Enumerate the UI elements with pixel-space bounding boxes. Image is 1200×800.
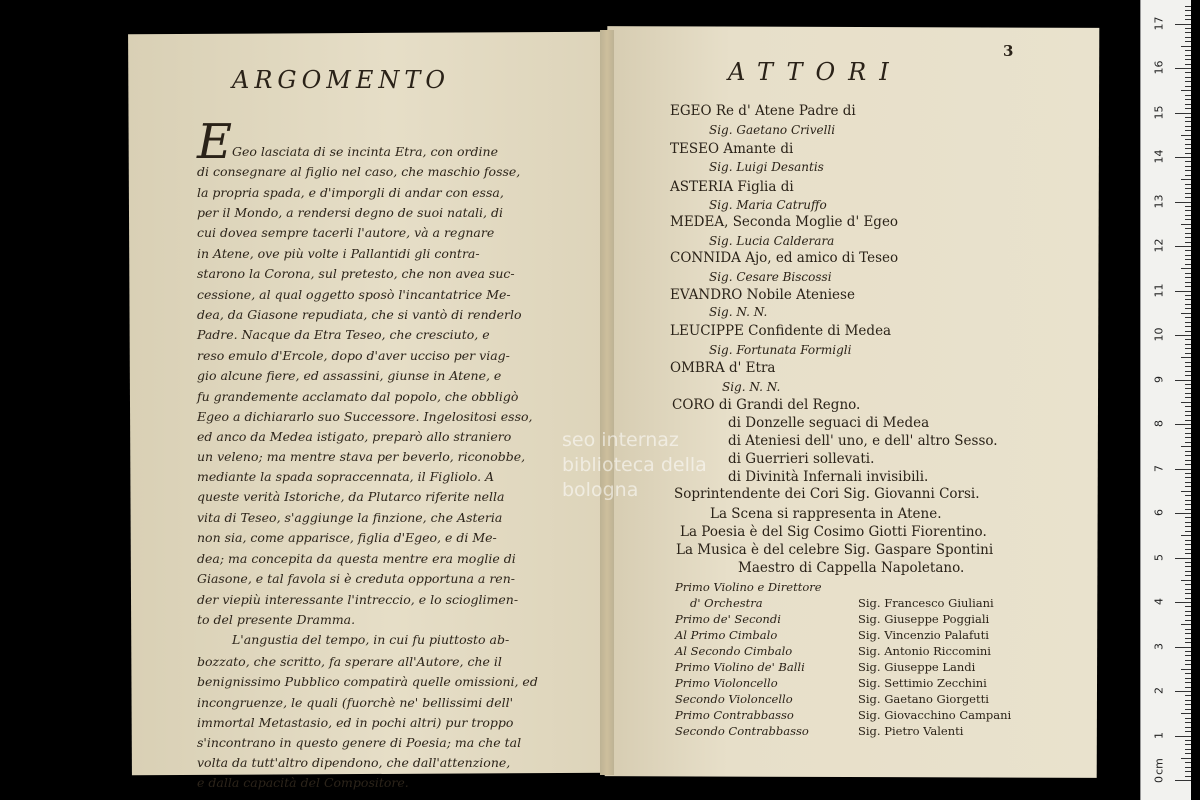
ruler-tick — [1185, 460, 1191, 461]
ruler-tick — [1181, 402, 1191, 403]
orchestra-role: Al Secondo Cimbalo — [675, 644, 793, 658]
ruler-tick — [1185, 317, 1191, 318]
ruler-tick — [1185, 700, 1191, 701]
ruler-tick — [1181, 446, 1191, 447]
ruler-tick — [1185, 767, 1191, 768]
ruler-tick — [1185, 255, 1191, 256]
ruler-tick — [1185, 638, 1191, 639]
ruler-label: 9 — [1152, 375, 1166, 383]
ruler-tick — [1185, 553, 1191, 554]
ruler-tick — [1185, 228, 1191, 229]
ruler-tick — [1185, 442, 1191, 443]
ruler-tick — [1185, 10, 1191, 11]
ruler-tick — [1185, 517, 1191, 518]
ruler-tick — [1185, 215, 1191, 216]
ruler-label: 4 — [1152, 598, 1166, 605]
ruler-tick — [1185, 495, 1191, 496]
orchestra-header: Primo Violino e Direttore — [675, 580, 822, 594]
ruler-tick — [1175, 291, 1191, 292]
argomento-line: dea; ma concepita da questa mentre era moglie di — [197, 551, 516, 566]
ruler-tick — [1175, 602, 1191, 603]
watermark-line: seo internaz — [562, 429, 679, 451]
ruler-tick — [1185, 660, 1191, 661]
ruler-label: 11 — [1152, 283, 1166, 297]
ruler-tick — [1185, 77, 1191, 78]
argomento-line: non sia, come apparisce, figlia d'Egeo, e di Me- — [197, 530, 497, 545]
ruler-tick — [1185, 695, 1191, 696]
watermark — [562, 428, 707, 503]
ruler-tick — [1185, 526, 1191, 527]
ruler-tick — [1185, 295, 1191, 296]
orchestra-name: Sig. Settimio Zecchini — [858, 676, 987, 690]
ruler-tick — [1185, 771, 1191, 772]
ruler-tick — [1185, 371, 1191, 372]
ruler-tick — [1185, 6, 1191, 7]
argomento-line: cui dovea sempre tacerli l'autore, và a regnare — [197, 225, 495, 240]
ruler-tick — [1185, 611, 1191, 612]
credit-line: Soprintendente dei Cori Sig. Giovanni Corsi. — [674, 486, 980, 502]
ruler-tick — [1185, 762, 1191, 763]
ruler-tick — [1185, 308, 1191, 309]
ruler-tick — [1185, 19, 1191, 20]
cast-role: MEDEA, Seconda Moglie d' Egeo — [670, 214, 899, 230]
ruler-tick — [1185, 210, 1191, 211]
ruler-tick — [1185, 170, 1191, 171]
ruler-tick — [1185, 175, 1191, 176]
ruler-tick — [1185, 704, 1191, 705]
ruler-label: 14 — [1152, 149, 1166, 164]
ruler-tick — [1185, 15, 1191, 16]
ruler-tick — [1185, 584, 1191, 585]
ruler-tick — [1185, 384, 1191, 385]
ruler-tick — [1185, 486, 1191, 487]
ruler-tick — [1185, 411, 1191, 412]
orchestra-role: Secondo Violoncello — [675, 692, 793, 706]
ruler-tick — [1175, 558, 1191, 559]
cast-role: EGEO Re d' Atene Padre di — [670, 103, 856, 119]
ruler-tick — [1175, 469, 1191, 470]
ruler-tick — [1185, 259, 1191, 260]
ruler-tick — [1175, 691, 1191, 692]
ruler-tick — [1185, 59, 1191, 60]
cast-singer: Sig. Gaetano Crivelli — [709, 123, 836, 137]
ruler-tick — [1185, 184, 1191, 185]
orchestra-header: d' Orchestra — [690, 596, 763, 610]
ruler-tick — [1185, 144, 1191, 145]
cast-singer: Sig. N. N. — [722, 380, 781, 394]
ruler-tick — [1185, 504, 1191, 505]
ruler-tick — [1185, 55, 1191, 56]
ruler-tick — [1185, 81, 1191, 82]
ruler-tick — [1175, 736, 1191, 737]
ruler-label: 6 — [1152, 509, 1166, 516]
ruler-tick — [1185, 130, 1191, 131]
ruler-tick — [1185, 353, 1191, 354]
ruler-tick — [1185, 41, 1191, 42]
ruler-label: 0 — [1152, 776, 1166, 783]
ruler-tick — [1185, 99, 1191, 100]
argomento-line: vita di Teseo, s'aggiunge la finzione, che Asteria — [197, 510, 503, 525]
orchestra-name: Sig. Vincenzio Palafuti — [858, 628, 989, 642]
argomento-line: fu grandemente acclamato dal popolo, che obbligò — [197, 389, 519, 404]
ruler-tick — [1185, 606, 1191, 607]
ruler-tick — [1181, 491, 1191, 492]
ruler-tick — [1185, 242, 1191, 243]
ruler-tick — [1185, 749, 1191, 750]
argomento-line: Giasone, e tal favola si è creduta opportuna a ren- — [197, 571, 515, 586]
ruler-tick — [1185, 571, 1191, 572]
ruler-tick — [1175, 68, 1191, 69]
ruler-label: 13 — [1152, 194, 1166, 208]
ruler-tick — [1185, 277, 1191, 278]
ruler-tick — [1181, 135, 1191, 136]
ruler-tick — [1185, 193, 1191, 194]
orchestra-name: Sig. Giovacchino Campani — [858, 708, 1012, 722]
watermark-line: bologna — [562, 479, 639, 501]
argomento-line: benignissimo Pubblico compatirà quelle omissioni, ed — [197, 674, 538, 689]
ruler-tick — [1185, 344, 1191, 345]
ruler-tick — [1185, 362, 1191, 363]
ruler-tick — [1185, 28, 1191, 29]
ruler-tick — [1185, 32, 1191, 33]
ruler-tick — [1185, 148, 1191, 149]
ruler-tick — [1185, 482, 1191, 483]
ruler-tick — [1185, 206, 1191, 207]
ruler-tick — [1181, 46, 1191, 47]
orchestra-role: Primo Violoncello — [675, 676, 778, 690]
ruler-tick — [1185, 718, 1191, 719]
right-page-title: ATTORI — [728, 58, 902, 86]
ruler-tick — [1181, 713, 1191, 714]
orchestra-name: Sig. Francesco Giuliani — [858, 596, 994, 610]
ruler-tick — [1175, 424, 1191, 425]
credit-line: La Poesia è del Sig Cosimo Giotti Fiorentino. — [680, 524, 987, 540]
argomento-line: L'angustia del tempo, in cui fu piuttosto ab- — [232, 632, 510, 647]
ruler-tick — [1185, 566, 1191, 567]
ruler-tick — [1185, 731, 1191, 732]
ruler-tick — [1185, 264, 1191, 265]
argomento-line: Geo lasciata di se incinta Etra, con ordine — [232, 144, 498, 159]
ruler-tick — [1185, 776, 1191, 777]
ruler-label: 8 — [1152, 420, 1166, 427]
ruler-tick — [1185, 428, 1191, 429]
cast-singer: Sig. N. N. — [709, 305, 768, 319]
ruler-tick — [1185, 549, 1191, 550]
ruler-tick — [1185, 540, 1191, 541]
orchestra-name: Sig. Giuseppe Landi — [858, 660, 976, 674]
ruler-tick — [1181, 624, 1191, 625]
argomento-line: gio alcune fiere, ed assassini, giunse in Atene, e — [197, 368, 502, 383]
credit-line: La Musica è del celebre Sig. Gaspare Spontini — [676, 542, 994, 558]
ruler-tick — [1175, 335, 1191, 336]
ruler-tick — [1185, 50, 1191, 51]
coro-line: di Ateniesi dell' uno, e dell' altro Sesso. — [728, 433, 998, 449]
coro-line: di Divinità Infernali invisibili. — [728, 469, 929, 485]
ruler-tick — [1185, 473, 1191, 474]
cast-role: CONNIDA Ajo, ed amico di Teseo — [670, 250, 899, 266]
ruler-tick — [1185, 126, 1191, 127]
argomento-line: di consegnare al figlio nel caso, che maschio fosse, — [197, 164, 521, 179]
ruler-tick — [1185, 72, 1191, 73]
ruler-unit: cm — [1152, 758, 1166, 775]
ruler-tick — [1185, 86, 1191, 87]
ruler-tick — [1175, 202, 1191, 203]
ruler-label: 16 — [1152, 60, 1166, 75]
ruler-tick — [1185, 451, 1191, 452]
ruler-tick — [1185, 722, 1191, 723]
ruler-tick — [1185, 651, 1191, 652]
orchestra-role: Primo de' Secondi — [675, 612, 781, 626]
argomento-line: starono la Corona, sul pretesto, che non avea suc- — [197, 266, 515, 281]
ruler-tick — [1185, 531, 1191, 532]
ruler-tick — [1185, 589, 1191, 590]
orchestra-name: Sig. Antonio Riccomini — [858, 644, 991, 658]
argomento-line: e dalla capacità del Compositore. — [197, 775, 409, 790]
ruler-tick — [1185, 744, 1191, 745]
drop-cap: E — [197, 114, 233, 170]
ruler-tick — [1185, 250, 1191, 251]
ruler-tick — [1185, 388, 1191, 389]
ruler-label: 17 — [1152, 16, 1166, 30]
ruler-tick — [1185, 753, 1191, 754]
ruler-tick — [1181, 535, 1191, 536]
ruler-tick — [1185, 420, 1191, 421]
coro-line: di Guerrieri sollevati. — [728, 451, 875, 467]
ruler-tick — [1175, 380, 1191, 381]
ruler-tick — [1185, 678, 1191, 679]
ruler-tick — [1185, 464, 1191, 465]
ruler-tick — [1185, 117, 1191, 118]
ruler-tick — [1185, 620, 1191, 621]
ruler-label: 12 — [1152, 238, 1166, 253]
orchestra-name: Sig. Giuseppe Poggiali — [858, 612, 990, 626]
orchestra-name: Sig. Pietro Valenti — [858, 724, 964, 738]
cast-singer: Sig. Fortunata Formigli — [709, 343, 852, 357]
ruler-tick — [1185, 153, 1191, 154]
ruler-tick — [1185, 286, 1191, 287]
ruler-tick — [1185, 397, 1191, 398]
ruler-tick — [1185, 642, 1191, 643]
ruler-tick — [1185, 282, 1191, 283]
credit-line: Maestro di Cappella Napoletano. — [738, 560, 965, 576]
ruler-tick — [1185, 673, 1191, 674]
argomento-line: mediante la spada sopraccennata, il Figliolo. A — [197, 469, 495, 484]
ruler-tick — [1181, 224, 1191, 225]
ruler-tick — [1185, 108, 1191, 109]
ruler-tick — [1185, 366, 1191, 367]
ruler-tick — [1181, 179, 1191, 180]
ruler-tick — [1185, 326, 1191, 327]
argomento-line: incongruenze, le quali (fuorchè ne' bellissimi dell' — [197, 695, 514, 710]
page-number: 3 — [1003, 42, 1014, 60]
measurement-ruler — [1140, 0, 1191, 800]
argomento-line: der viepiù interessante l'intreccio, e lo scioglimen- — [197, 592, 519, 607]
ruler-tick — [1181, 90, 1191, 91]
ruler-tick — [1185, 95, 1191, 96]
cast-singer: Sig. Maria Catruffo — [709, 198, 827, 212]
ruler-tick — [1175, 780, 1191, 781]
ruler-label: 5 — [1152, 553, 1166, 561]
argomento-line: reso emulo d'Ercole, dopo d'aver ucciso per viag- — [197, 348, 510, 363]
ruler-tick — [1185, 437, 1191, 438]
ruler-tick — [1185, 188, 1191, 189]
orchestra-role: Primo Violino de' Balli — [675, 660, 805, 674]
argomento-line: volta da tutt'altro dipendono, che dall'attenzione, — [197, 755, 511, 770]
ruler-tick — [1185, 629, 1191, 630]
ruler-tick — [1185, 664, 1191, 665]
argomento-line: dea, da Giasone repudiata, che si vantò di renderlo — [197, 307, 522, 322]
argomento-line: cessione, al qual oggetto sposò l'incantatrice Me- — [197, 287, 511, 302]
argomento-line: in Atene, ove più volte i Pallantidi gli contra- — [197, 246, 480, 261]
ruler-tick — [1185, 393, 1191, 394]
argomento-line: Egeo a dichiararlo suo Successore. Ingelositosi esso, — [197, 409, 533, 424]
argomento-line: ed anco da Medea istigato, preparò allo straniero — [197, 429, 512, 444]
ruler-tick — [1185, 522, 1191, 523]
cast-singer: Sig. Luigi Desantis — [709, 160, 824, 174]
ruler-label: 15 — [1152, 105, 1166, 119]
argomento-line: queste verità Istoriche, da Plutarco riferite nella — [197, 489, 505, 504]
ruler-tick — [1185, 121, 1191, 122]
orchestra-role: Al Primo Cimbalo — [675, 628, 778, 642]
ruler-tick — [1185, 219, 1191, 220]
ruler-label: 10 — [1152, 327, 1166, 342]
argomento-line: la propria spada, e d'imporgli di andar con essa, — [197, 185, 504, 200]
ruler-tick — [1181, 580, 1191, 581]
ruler-tick — [1181, 268, 1191, 269]
ruler-tick — [1185, 615, 1191, 616]
argomento-line: immortal Metastasio, ed in pochi altri) pur troppo — [197, 715, 514, 730]
watermark-line: biblioteca della — [562, 454, 707, 476]
ruler-tick — [1185, 166, 1191, 167]
ruler-tick — [1185, 64, 1191, 65]
cast-singer: Sig. Lucia Calderara — [709, 234, 835, 248]
ruler-tick — [1185, 633, 1191, 634]
ruler-tick — [1181, 669, 1191, 670]
ruler-tick — [1185, 375, 1191, 376]
ruler-label: 3 — [1152, 642, 1166, 650]
cast-role: LEUCIPPE Confidente di Medea — [670, 323, 892, 339]
ruler-tick — [1185, 740, 1191, 741]
ruler-tick — [1185, 433, 1191, 434]
ruler-tick — [1185, 339, 1191, 340]
credit-line: La Scena si rappresenta in Atene. — [710, 506, 942, 522]
ruler-tick — [1181, 357, 1191, 358]
ruler-tick — [1175, 157, 1191, 158]
ruler-tick — [1185, 544, 1191, 545]
cast-role: EVANDRO Nobile Ateniese — [670, 287, 855, 303]
ruler-tick — [1185, 477, 1191, 478]
argomento-line: s'incontrano in questo genere di Poesia; ma che tal — [197, 735, 522, 750]
argomento-line: Padre. Nacque da Etra Teseo, che cresciuto, e — [197, 327, 490, 342]
ruler-tick — [1175, 113, 1191, 114]
ruler-tick — [1185, 415, 1191, 416]
ruler-tick — [1185, 348, 1191, 349]
ruler-tick — [1185, 37, 1191, 38]
ruler-tick — [1175, 246, 1191, 247]
ruler-tick — [1185, 509, 1191, 510]
ruler-tick — [1185, 237, 1191, 238]
orchestra-name: Sig. Gaetano Giorgetti — [858, 692, 989, 706]
orchestra-role: Primo Contrabbasso — [675, 708, 794, 722]
left-page-title: ARGOMENTO — [232, 66, 451, 94]
ruler-tick — [1185, 562, 1191, 563]
ruler-tick — [1185, 273, 1191, 274]
ruler-tick — [1185, 709, 1191, 710]
ruler-tick — [1185, 104, 1191, 105]
argomento-line: un veleno; ma mentre stava per beverlo, riconobbe, — [197, 449, 526, 464]
ruler-tick — [1185, 575, 1191, 576]
ruler-tick — [1185, 161, 1191, 162]
argomento-line: per il Mondo, a rendersi degno de suoi natali, di — [197, 205, 503, 220]
ruler-label: 1 — [1152, 731, 1166, 739]
ruler-tick — [1175, 24, 1191, 25]
coro-line: CORO di Grandi del Regno. — [672, 397, 861, 413]
argomento-line: bozzato, che scritto, fa sperare all'Autore, che il — [197, 654, 502, 669]
ruler-tick — [1185, 322, 1191, 323]
ruler-tick — [1185, 687, 1191, 688]
ruler-tick — [1185, 233, 1191, 234]
coro-line: di Donzelle seguaci di Medea — [728, 415, 930, 431]
cast-role: OMBRA d' Etra — [670, 360, 776, 376]
ruler-tick — [1185, 593, 1191, 594]
ruler-tick — [1185, 455, 1191, 456]
ruler-tick — [1185, 598, 1191, 599]
ruler-label: 2 — [1152, 687, 1166, 694]
cast-singer: Sig. Cesare Biscossi — [709, 270, 832, 284]
ruler-tick — [1185, 682, 1191, 683]
ruler-tick — [1185, 139, 1191, 140]
cast-role: TESEO Amante di — [670, 141, 794, 157]
orchestra-role: Secondo Contrabbasso — [675, 724, 809, 738]
ruler-tick — [1185, 299, 1191, 300]
ruler-tick — [1185, 655, 1191, 656]
ruler-tick — [1185, 406, 1191, 407]
ruler-tick — [1181, 313, 1191, 314]
ruler-label: 7 — [1152, 464, 1166, 472]
ruler-tick — [1185, 304, 1191, 305]
book-gutter — [600, 30, 614, 775]
ruler-tick — [1181, 758, 1191, 759]
ruler-tick — [1185, 331, 1191, 332]
cast-role: ASTERIA Figlia di — [670, 179, 794, 195]
ruler-tick — [1175, 513, 1191, 514]
ruler-tick — [1185, 197, 1191, 198]
ruler-tick — [1185, 727, 1191, 728]
argomento-line: to del presente Dramma. — [197, 612, 356, 627]
ruler-tick — [1175, 647, 1191, 648]
ruler-tick — [1185, 500, 1191, 501]
